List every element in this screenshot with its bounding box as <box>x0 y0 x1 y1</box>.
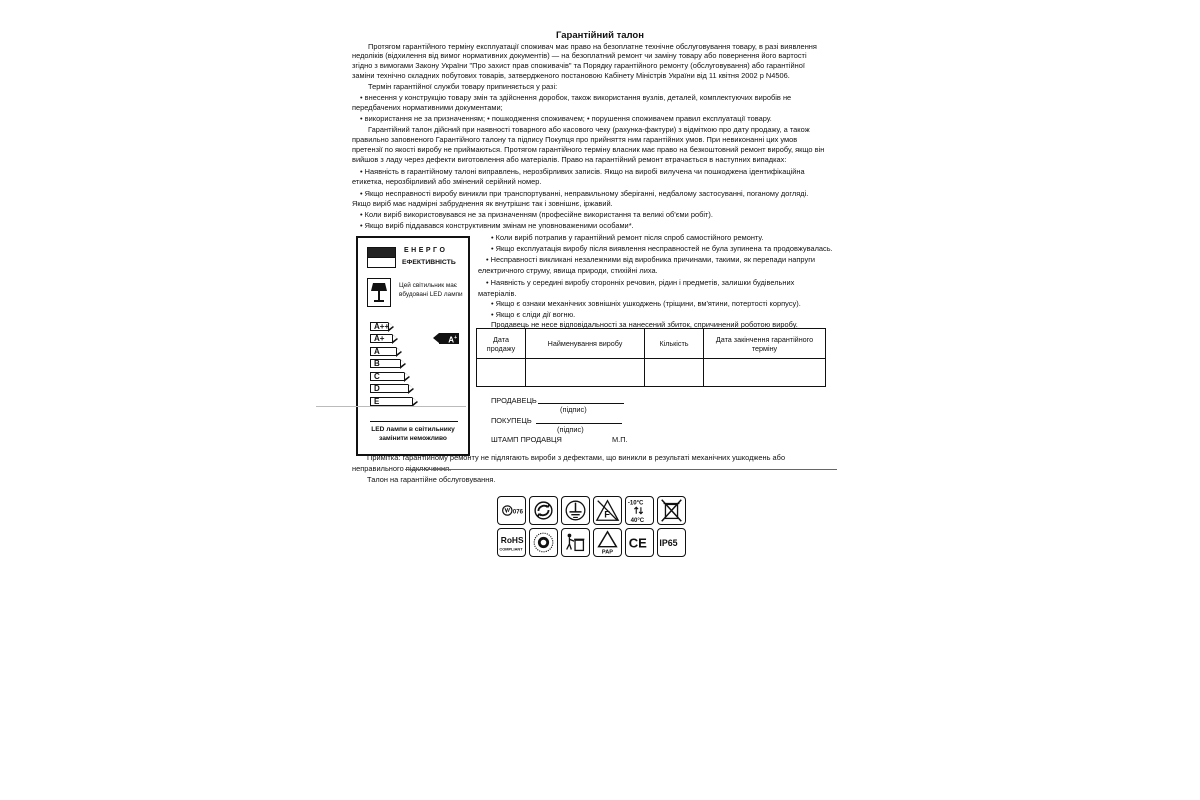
pap-text: PAP <box>601 549 613 556</box>
text-line: Якщо виріб має надмірні забруднення як внутрішнє так і зовнішнє, іржавий. <box>352 199 613 208</box>
tidyman-icon <box>561 528 590 557</box>
text-line: • Наявність в гарантійному талоні виправлень, нерозбірливих записів. Якщо на виробі вилучена чи пошкоджена ідентифікаційна <box>360 167 805 176</box>
text-line: Протягом гарантійного терміну експлуатації споживач має право на безоплатне технічне обслуговування товару, в разі виявлення <box>368 42 817 51</box>
text-line: правильно заповненого Гарантійного талону та підпису Покупця про прийняття ним гарантійних умов. При невиконанні цих умов <box>352 135 798 144</box>
energy-class-bar: A <box>370 347 396 356</box>
energy-label-footer: LED лампи в світильнику замінити неможливо <box>371 426 455 442</box>
uk-mark-code: 076 <box>512 509 523 516</box>
crossed-bin-icon <box>657 496 686 525</box>
temp-max: 40°C <box>630 518 645 524</box>
energy-class-bar: E <box>370 397 412 406</box>
energy-efficiency-label <box>356 236 470 456</box>
indicator-class: A <box>448 335 455 345</box>
pap-recycling-icon <box>593 528 622 557</box>
text-line: • Якщо експлуатація виробу після виявлення несправностей не була зупинена та продовжувалась. <box>491 244 833 253</box>
recycle-icon <box>529 496 558 525</box>
text-line: • використання не за призначенням; • пошкодження споживачем; • порушення споживачем правил експлуатації товару. <box>360 114 772 123</box>
table-cell[interactable] <box>526 359 645 387</box>
ground-protection-icon <box>561 496 590 525</box>
energy-class-indicator <box>439 333 459 344</box>
document-title: Гарантійний талон <box>556 30 644 41</box>
ip65-icon <box>657 528 686 557</box>
text-line: вийшов з ладу через дефекти виготовлення або матеріалів. Право на гарантійний ремонт втрачається в наступних випадках: <box>352 155 787 164</box>
rohs-icon <box>497 528 526 557</box>
text-line: • Наявність у середині виробу сторонніх речовин, рідин і предметів, залишки будівельних <box>486 278 795 287</box>
text-line: матеріалів. <box>478 289 517 298</box>
text-line: передбачених нормативними документами; <box>352 103 503 112</box>
energy-class-bar: B <box>370 359 400 368</box>
text-line: електричного струму, явища природи, стихійні лиха. <box>478 266 658 275</box>
warranty-table <box>476 328 826 387</box>
text-line: • Несправності викликані незалежними від виробника причинами, такими, як перепади напруги <box>486 255 816 264</box>
column-header: Кількість <box>645 329 704 359</box>
text-line: Продавець не несе відповідальності за нанесений збиток, спричинений роботою виробу. <box>491 320 798 329</box>
table-row <box>477 359 826 387</box>
energy-logo-frame <box>367 257 396 268</box>
temperature-range-icon <box>625 496 654 525</box>
scan-artifact-line <box>316 406 466 407</box>
table-cell[interactable] <box>477 359 526 387</box>
rohs-text: RoHS <box>500 534 524 545</box>
energy-label-heading: ЕНЕРГО <box>404 247 448 254</box>
table-cell[interactable] <box>704 359 826 387</box>
seller-signature-line[interactable] <box>538 403 624 404</box>
text-line: • Коли виріб використовувався не за призначенням (професійне використання та великі об'єми робіт). <box>360 210 713 219</box>
stamp-label: ШТАМП ПРОДАВЦЯ <box>491 435 562 444</box>
table-header-row <box>477 329 826 359</box>
column-header: Дата продажу <box>477 329 526 359</box>
text-line: заміни технічно складних побутових товарів, затвердженого постановою Кабінету Міністрів України від 11 квітня 2002 р N4506. <box>352 71 790 80</box>
no-flammable-surface-icon <box>593 496 622 525</box>
text-line: • Якщо виріб піддавався конструктивним змінам не уповноваженими особами*. <box>360 221 634 230</box>
text-line: • Якщо є ознаки механічних зовнішніх ушкоджень (тріщини, вм'ятини, потертості корпусу). <box>491 299 801 308</box>
text-line: претензії по якості виробу не приймаються. Протягом гарантійного терміну власник має право на безкоштовний ремонт виробу, якщо він <box>352 145 825 154</box>
flammable-letter: F <box>604 509 610 520</box>
seller-signature-caption: (підпис) <box>560 405 587 414</box>
buyer-signature-caption: (підпис) <box>557 425 584 434</box>
ce-text: CE <box>628 535 647 551</box>
temp-min: -10°C <box>627 500 644 507</box>
table-cell[interactable] <box>645 359 704 387</box>
text-line: • Якщо є сліди дії вогню. <box>491 310 576 319</box>
rohs-subtext: COMPLIANT <box>499 546 523 552</box>
text-line: Гарантійний талон дійсний при наявності товарного або касового чеку (рахунка-фактури) з відміткою про дату продажу, а також <box>368 125 810 134</box>
ip65-text: IP65 <box>659 537 678 548</box>
indicator-sup: + <box>454 335 457 341</box>
seller-label: ПРОДАВЕЦЬ <box>491 396 537 405</box>
text-line: згідно з вимогами Закону України "Про захист прав споживачів" та Порядку гарантійного ремонту (обслуговування) або гарантійної <box>352 61 805 70</box>
text-line: • внесення у конструкцію товару змін та здійснення доробок, також використання вузлів, деталей, комплектуючих виробів не <box>360 93 792 102</box>
text-line: • Якщо несправності виробу виникли при транспортуванні, неправильному зберіганні, недбалому застосуванні, поганому догляді. <box>360 189 809 198</box>
note-line: неправильного підключення. <box>352 464 452 473</box>
service-line: Талон на гарантійне обслуговування. <box>367 475 496 484</box>
lamp-description: Цей світильник має вбудовані LED лампи <box>399 282 463 298</box>
note-line: Примітка: гарантійному ремонту не підлягають вироби з дефектами, що виникли в результаті механічних ушкоджень або <box>367 453 786 462</box>
lamp-icon <box>367 278 391 307</box>
text-line: недоліків (відхилення від вимог нормативних документів) — на безоплатний ремонт чи заміну товару або повернення його вартості <box>352 51 807 60</box>
stamp-place: М.П. <box>612 435 628 444</box>
energy-label-subheading: ЕФЕКТИВНІСТЬ <box>402 259 456 266</box>
energy-class-bar: A+ <box>370 334 392 343</box>
text-line: етикетка, нерозбірливий або змінений серійний номер. <box>352 177 542 186</box>
text-line: Термін гарантійної служби товару припиняється у разі: <box>368 82 558 91</box>
column-header: Дата закінчення гарантійного терміну <box>704 329 826 359</box>
buyer-signature-line[interactable] <box>536 423 622 424</box>
energy-class-bar: A++ <box>370 322 388 331</box>
buyer-label: ПОКУПЕЦЬ <box>491 416 532 425</box>
text-line: • Коли виріб потрапив у гарантійний ремонт після спроб самостійного ремонту. <box>491 233 764 242</box>
energy-class-bar: C <box>370 372 404 381</box>
note-underline <box>405 469 837 470</box>
ukrsepro-seal-icon <box>529 528 558 557</box>
energy-class-bar: D <box>370 384 408 393</box>
certification-icons <box>494 492 687 562</box>
label-divider <box>370 421 458 422</box>
column-header: Найменування виробу <box>526 329 645 359</box>
ce-mark-icon <box>625 528 654 557</box>
uk-mark-icon <box>497 496 526 525</box>
